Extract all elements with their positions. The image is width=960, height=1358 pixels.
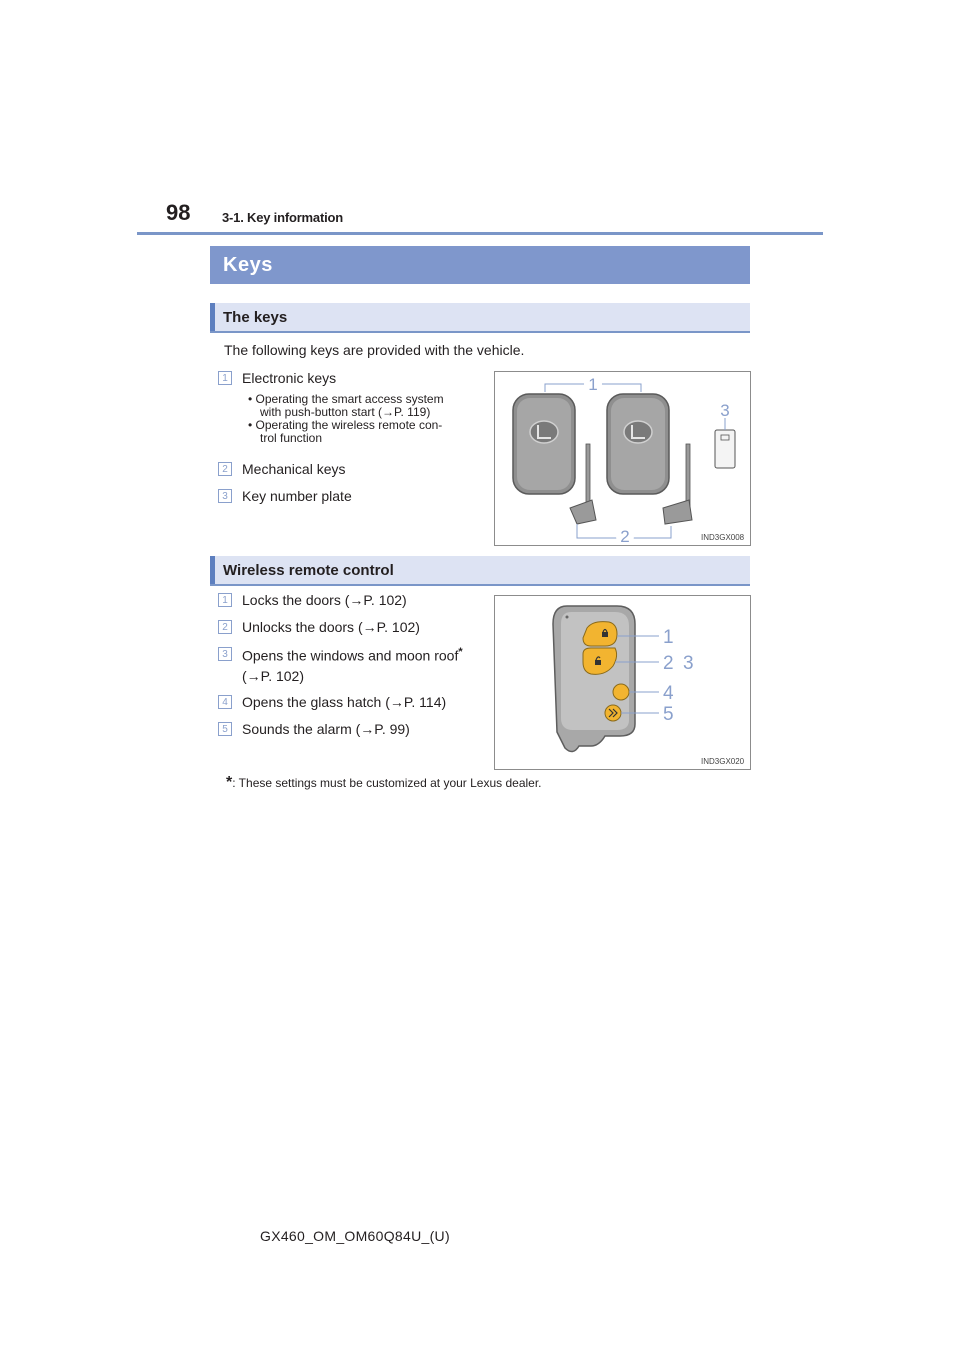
footnote-text: : These settings must be customized at your Lexus dealer. [232, 776, 542, 790]
callout-5: 5 [663, 704, 674, 725]
subsection-title-keys: The keys [223, 309, 288, 326]
subsection-title-bar-keys [210, 303, 750, 333]
item-number-5: 5 [218, 722, 232, 736]
callout-4: 4 [663, 683, 674, 704]
remote-illustration [495, 596, 750, 769]
item-number-1: 1 [218, 371, 232, 385]
item-label-windows [242, 646, 463, 664]
footer-code: GX460_OM_OM60Q84U_(U) [260, 1228, 450, 1244]
glass-hatch-button-icon [613, 684, 629, 700]
subsection-bar-accent [210, 556, 215, 584]
footnote [226, 774, 542, 792]
callout-2: 2 [663, 653, 674, 674]
bullet-line-2: with push-button start (→P. 119) [260, 405, 431, 419]
item-label-key-number-plate: Key number plate [242, 488, 352, 504]
bullet-line-3: • Operating the wireless remote con- [248, 418, 443, 432]
subsection-title-bar-remote [210, 556, 750, 586]
figure-code: IND3GX008 [701, 533, 745, 542]
keys-figure [494, 371, 751, 546]
remote-figure [494, 595, 751, 770]
bullet-line-1: • Operating the smart access system [248, 392, 444, 406]
bullet-line-4: trol function [260, 431, 323, 445]
footnote-marker: * [226, 774, 233, 791]
callout-1: 1 [663, 627, 674, 648]
item-label-unlock: Unlocks the doors (→P. 102) [242, 619, 420, 635]
item-number-3: 3 [218, 647, 232, 661]
item-number-3: 3 [218, 489, 232, 503]
item-label-mechanical-keys: Mechanical keys [242, 461, 346, 477]
item-label-lock: Locks the doors (→P. 102) [242, 592, 407, 608]
keys-intro: The following keys are provided with the vehicle. [224, 342, 525, 358]
subsection-title-remote: Wireless remote control [223, 562, 394, 579]
page-number: 98 [166, 200, 191, 225]
subsection-bar-accent [210, 303, 215, 331]
item-label-windows-text: Opens the windows and moon roof [242, 647, 459, 664]
item-label-glass-hatch: Opens the glass hatch (→P. 114) [242, 694, 447, 710]
key-number-plate-icon [715, 430, 735, 468]
item-label-electronic-keys: Electronic keys [242, 370, 337, 386]
item-number-2: 2 [218, 620, 232, 634]
item-label-alarm: Sounds the alarm (→P. 99) [242, 721, 410, 737]
item-number-1: 1 [218, 593, 232, 607]
bullet-list [248, 393, 480, 445]
electronic-key-icon [607, 394, 669, 494]
footnote-marker: * [458, 646, 463, 658]
section-title: Keys [223, 254, 273, 276]
figure-code: IND3GX020 [701, 757, 745, 766]
item-label-windows-ref: (→P. 102) [242, 668, 304, 684]
electronic-key-icon [513, 394, 575, 494]
callout-3: 3 [720, 401, 730, 420]
section-title-bar [210, 246, 750, 284]
callout-3: 3 [683, 653, 694, 674]
item-number-4: 4 [218, 695, 232, 709]
callout-2: 2 [620, 527, 630, 545]
keys-illustration [495, 372, 750, 545]
header-rule [137, 232, 823, 235]
chapter-title: 3-1. Key information [222, 210, 343, 225]
callout-1: 1 [588, 375, 598, 394]
item-number-2: 2 [218, 462, 232, 476]
